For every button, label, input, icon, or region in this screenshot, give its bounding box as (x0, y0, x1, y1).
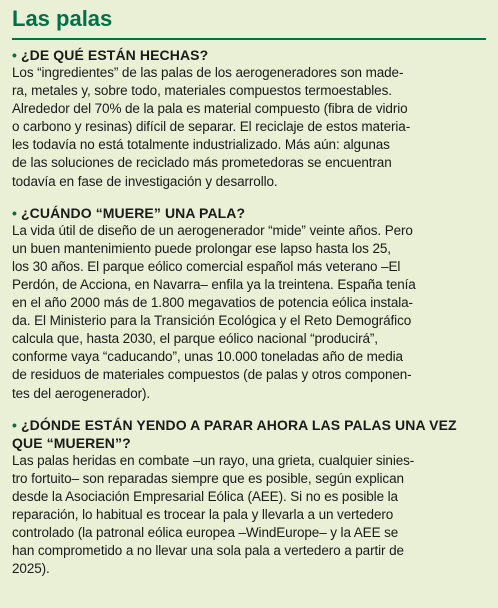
bullet-icon: • (12, 204, 18, 221)
section-disposal (12, 416, 486, 579)
section-heading-text: ¿DÓNDE ESTÁN YENDO A PARAR AHORA LAS PALAS UNA VEZ QUE “MUEREN”? (12, 416, 457, 451)
section-body: Los “ingredientes” de las palas de los aerogeneradores son made- ra, metales y, sobre todo, materiales compuestos termoestables. Alrededor del 70% de la pala es material compuesto (fibra de vidrio o carbono y resinas) difícil de separar. El reciclaje de estos materia- les todavía no está totalmente industrializado. Más aún: algunas de las soluciones de reciclado más prometedoras se encuentran todavía en fase de investigación y desarrollo. (12, 65, 411, 189)
section-heading-text: ¿DE QUÉ ESTÁN HECHAS? (21, 47, 209, 63)
bullet-icon: • (12, 416, 18, 433)
section-body: La vida útil de diseño de un aerogenerador “mide” veinte años. Pero un buen mantenimiento puede prolongar ese lapso hasta los 25, los 30 años. El parque eólico comercial español más veterano –El Perdón, de Acciona, en Navarra– enfila ya la treintena. España tenía en el año 2000 más de 1.800 megavatios de potencia eólica instala- da. El Ministerio para la Transición Ecológica y el Reto Demográfico calcula que, hasta 2030, el parque eólico nacional “producirá”, conforme vaya “caducando”, unas 10.000 toneladas año de media de residuos de materiales compuestos (de palas y otros componen- tes del aerogenerador). (12, 222, 416, 401)
title-divider (12, 38, 486, 40)
section-body: Las palas heridas en combate –un rayo, una grieta, cualquier sinies- tro fortuito– son reparadas siempre que es posible, según explican desde la Asociación Empresarial Eólica (AEE). Si no es posible la reparación, lo habitual es trocear la pala y llevarla a un vertedero controlado (la patronal eólica europea –WindEurope– y la AEE se han comprometido a no llevar una sola pala a vertedero a partir de 2025). (12, 452, 415, 577)
section-heading (12, 416, 486, 452)
section-materials (12, 46, 486, 191)
section-heading-text: ¿CUÁNDO “MUERE” UNA PALA? (21, 204, 246, 221)
section-heading (12, 46, 486, 64)
bullet-icon: • (12, 47, 18, 63)
section-heading (12, 204, 486, 222)
box-title: Las palas (12, 6, 113, 31)
section-lifespan (12, 204, 486, 403)
